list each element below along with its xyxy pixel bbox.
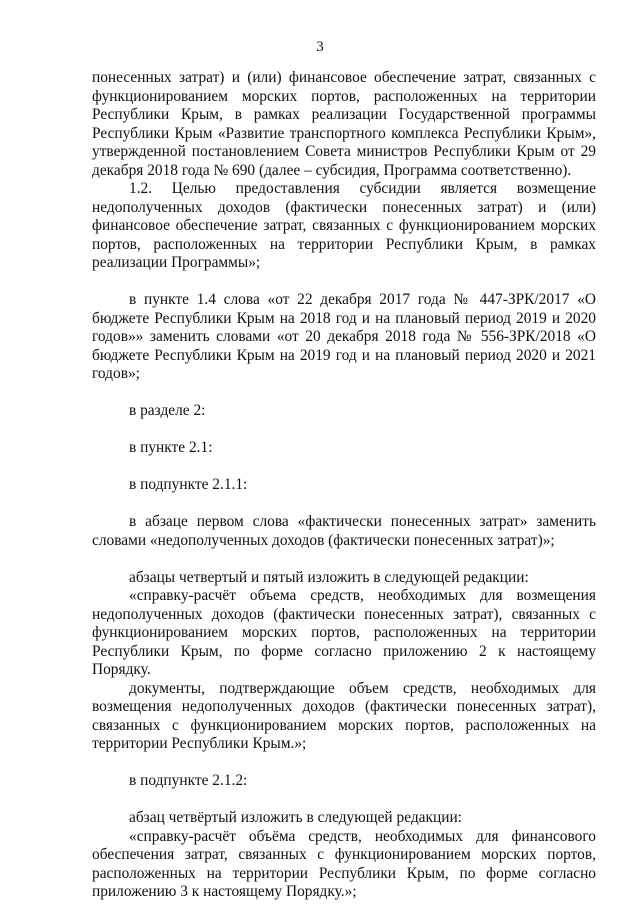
paragraph: 1.2. Целью предоставления субсидии является возмещение недополученных доходов (фактически понесенных затрат) и (или) финансовое обеспечение затрат, связанных с функционированием морских портов, расположенных на территории Республики Крым, в рамках реализации Программы»; [92, 180, 596, 271]
paragraph: понесенных затрат) и (или) финансовое обеспечение затрат, связанных с функционированием морских портов, расположенных на территории Республики Крым, в рамках реализации Государственной программы Республики Крым «Развитие транспортного комплекса Республики Крым», утвержденной постановлением Совета министров Республики Крым от 29 декабря 2018 года № 690 (далее – субсидия, Программа соответственно). [92, 69, 596, 179]
paragraph: абзац четвёртый изложить в следующей редакции: [129, 809, 462, 826]
paragraph: в подпункте 2.1.2: [129, 772, 248, 789]
paragraph: документы, подтверждающие объем средств, необходимых для возмещения недополученных доходов (фактически понесенных затрат), связанных с функционированием морских портов, расположенных на территории Республики Крым.»; [92, 679, 596, 752]
paragraph: «справку-расчёт объёма средств, необходимых для финансового обеспечения затрат, связанных с функционированием морских портов, расположенных на территории Республики Крым, по форме согласно приложению 3 к настоящему Порядку.»; [92, 827, 596, 900]
paragraph: «справку-расчёт объема средств, необходимых для возмещения недополученных доходов (фактически понесенных затрат), связанных с функционированием морских портов, расположенных на территории Республики Крым, по форме согласно приложению 2 к настоящему Порядку. [92, 587, 596, 678]
page-number: 3 [316, 39, 324, 55]
paragraph: абзацы четвертый и пятый изложить в следующей редакции: [129, 568, 529, 586]
paragraph: в пункте 2.1: [129, 439, 213, 456]
paragraph: в пункте 1.4 слова «от 22 декабря 2017 года № 447-ЗРК/2017 «О бюджете Республики Крым на 2018 год и на плановый период 2019 и 2020 годов»» заменить словами «от 20 декабря 2018 года № 556-ЗРК/2018 «О бюджете Республики Крым на 2019 год и на плановый период 2020 и 2021 годов»; [92, 291, 596, 382]
paragraph: в подпункте 2.1.1: [129, 476, 248, 493]
paragraph: в абзаце первом слова «фактически понесенных затрат» заменить словами «недополученных доходов (фактически понесенных затрат)»; [92, 513, 596, 549]
document-body [92, 69, 596, 902]
paragraph: в разделе 2: [129, 402, 206, 419]
